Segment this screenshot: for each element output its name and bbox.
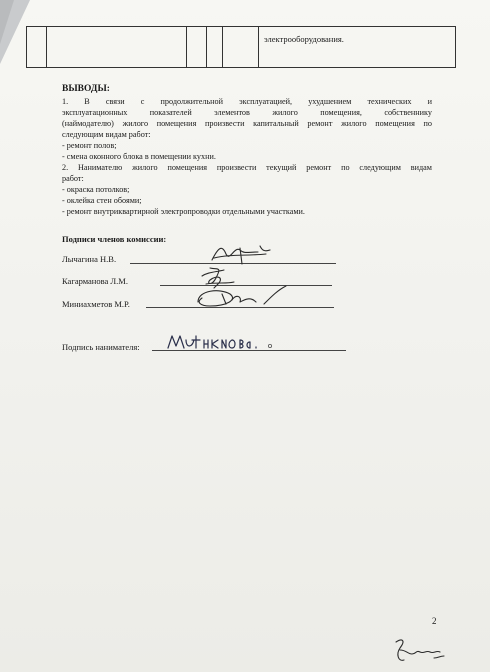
commission-signatures-heading: Подписи членов комиссии:: [62, 234, 167, 244]
table-border-left: [26, 27, 27, 67]
table-column-divider: [222, 27, 223, 67]
table-column-divider: [46, 27, 47, 67]
folded-corner-shadow: [0, 0, 14, 44]
table-fragment: [26, 26, 456, 68]
work-item: - ремонт полов;: [62, 141, 117, 150]
conclusion-2-line: работ:: [62, 174, 84, 183]
page-initials-signature: [390, 636, 450, 668]
member-name: Лычагина Н.В.: [62, 254, 117, 264]
conclusion-1-line: (наймодателю) жилого помещения произвести капитальный ремонт жилого помещения по: [62, 119, 432, 128]
conclusion-1-line: следующим видам работ:: [62, 130, 151, 139]
conclusion-1-line: эксплуатационных показателей элементов жилого помещения, собственнику: [62, 108, 432, 117]
conclusions-heading: ВЫВОДЫ:: [62, 84, 110, 94]
tenant-handwritten-signature: [166, 330, 276, 356]
member-name: Миниахметов М.Р.: [62, 299, 130, 309]
table-cell-text: электрооборудования.: [264, 34, 344, 44]
tenant-signature-label: Подпись нанимателя:: [62, 342, 140, 352]
work-item: - окраска потолков;: [62, 185, 130, 194]
work-item: - смена оконного блока в помещении кухни.: [62, 152, 216, 161]
conclusion-2-line: 2. Нанимателю жилого помещения произвести текущий ремонт по следующим видам: [62, 163, 432, 172]
work-item: - оклейка стен обоями;: [62, 196, 142, 205]
conclusions-body: [62, 96, 432, 217]
table-column-divider: [206, 27, 207, 67]
page-number: 2: [432, 616, 437, 626]
conclusion-1-line: 1. В связи с продолжительной эксплуатацией, ухудшением технических и: [62, 97, 432, 106]
table-column-divider: [258, 27, 259, 67]
handwritten-signature-3: [186, 284, 296, 312]
ink-mark: [266, 342, 276, 352]
work-item: - ремонт внутриквартирной электропроводки отдельными участками.: [62, 207, 305, 216]
table-column-divider: [186, 27, 187, 67]
member-name: Кагарманова Л.М.: [62, 276, 128, 286]
table-border-right: [455, 27, 456, 67]
